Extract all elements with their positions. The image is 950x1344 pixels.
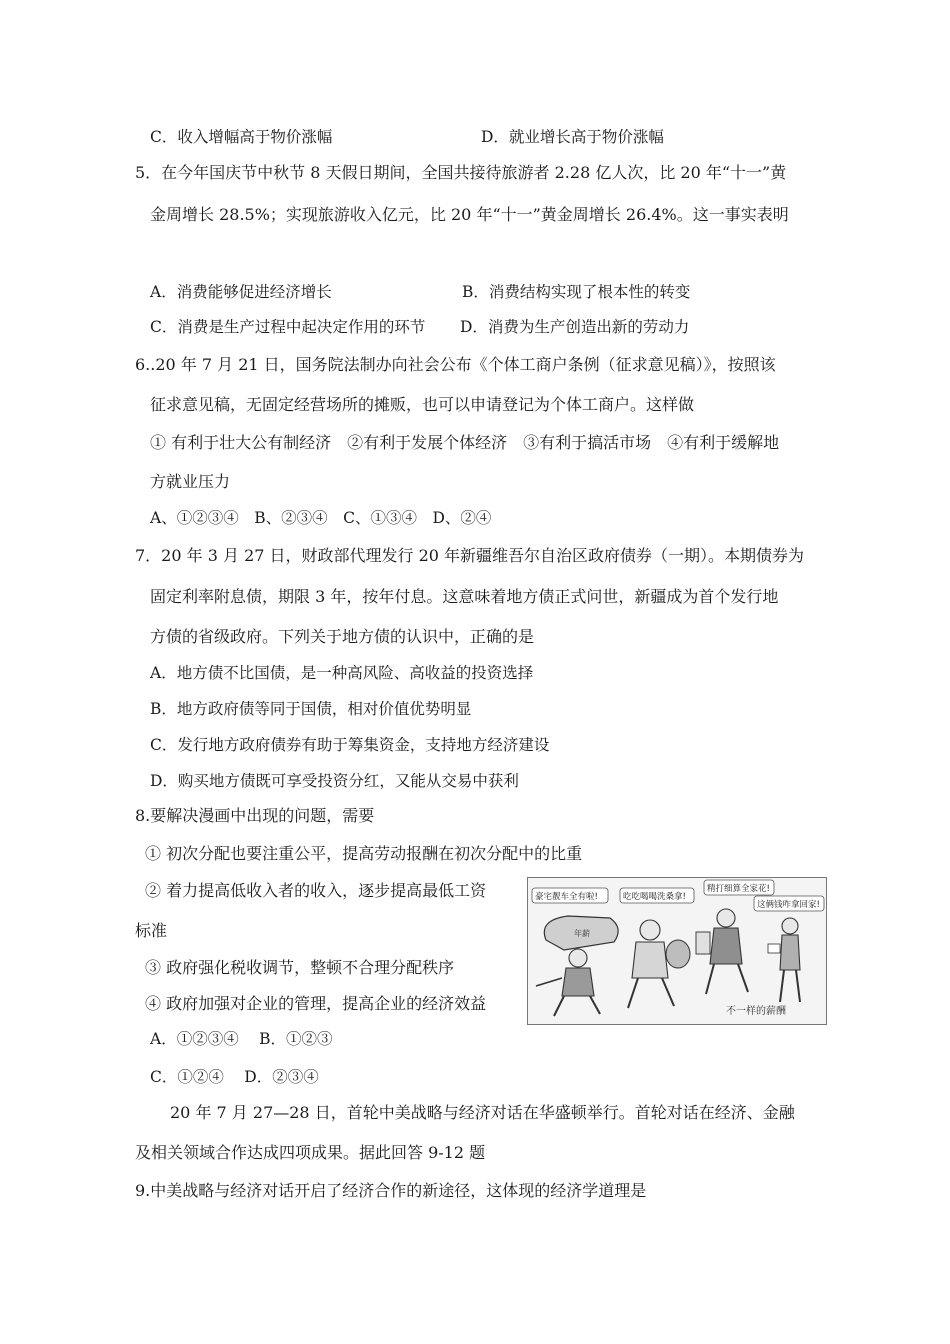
- speech-4: 这俩钱咋拿回家!: [757, 900, 820, 910]
- q7-option-b: B．地方政府债等同于国债，相对价值优势明显: [150, 700, 472, 718]
- passage-line1: 20 年 7 月 27—28 日，首轮中美战略与经济对话在华盛顿举行。首轮对话在经济、金融: [170, 1103, 795, 1122]
- q7-stem-line1: 7．20 年 3 月 27 日，财政部代理发行 20 年新疆维吾尔自治区政府债券（一期）。本期债券为: [135, 546, 805, 565]
- cartoon-different-salaries: [527, 877, 827, 1025]
- q5-stem-line2: 金周增长 28.5%；实现旅游收入亿元，比 20 年“十一”黄金周增长 26.4%。这一事实表明: [150, 205, 789, 224]
- sack-label: 年薪: [574, 929, 590, 938]
- q5-option-b: B．消费结构实现了根本性的转变: [462, 283, 691, 301]
- q6-items-line-cont: 方就业压力: [150, 472, 231, 491]
- q5-option-d: D．消费为生产创造出新的劳动力: [460, 318, 690, 336]
- q5-option-a: A．消费能够促进经济增长: [150, 283, 332, 301]
- passage-line2: 及相关领域合作达成四项成果。据此回答 9-12 题: [135, 1143, 486, 1162]
- q8-stem: 8.要解决漫画中出现的问题，需要: [135, 806, 375, 825]
- q5-stem-line1: 5．在今年国庆节中秋节 8 天假日期间，全国共接待旅游者 2.28 亿人次，比 20 年“十一”黄: [135, 163, 787, 182]
- speech-2: 吃吃喝喝洗桑拿!: [623, 892, 686, 902]
- q6-options: A、①②③④ B、②③④ C、①③④ D、②④: [150, 509, 492, 527]
- q7-stem-line3: 方债的省级政府。下列关于地方债的认识中，正确的是: [150, 627, 535, 646]
- q6-stem-line2: 征求意见稿，无固定经营场所的摊贩，也可以申请登记为个体工商户。这样做: [150, 395, 695, 414]
- q6-items-line: ① 有利于壮大公有制经济 ②有利于发展个体经济 ③有利于搞活市场 ④有利于缓解地: [150, 433, 780, 452]
- q8-item-1: ① 初次分配也要注重公平，提高劳动报酬在初次分配中的比重: [145, 844, 583, 863]
- q7-option-c: C．发行地方政府债券有助于筹集资金，支持地方经济建设: [150, 736, 550, 754]
- q5-option-c: C．消费是生产过程中起决定作用的环节: [150, 318, 426, 336]
- q8-item-2-cont: 标准: [135, 921, 168, 940]
- q8-item-4: ④ 政府加强对企业的管理，提高企业的经济效益: [145, 994, 487, 1013]
- cartoon-caption: 不一样的薪酬: [726, 1006, 786, 1017]
- q7-stem-line2: 固定利率附息债，期限 3 年，按年付息。这意味着地方债正式问世，新疆成为首个发行地: [150, 587, 779, 606]
- q4-option-c: C．收入增幅高于物价涨幅: [150, 128, 333, 146]
- speech-3: 精打细算全家花!: [707, 884, 770, 894]
- q6-stem-line1: 6..20 年 7 月 21 日，国务院法制办向社会公布《个体工商户条例（征求意见稿）》，按照该: [135, 355, 776, 374]
- q8-options-cd: C．①②④ D．②③④: [150, 1068, 319, 1086]
- q9-stem: 9.中美战略与经济对话开启了经济合作的新途径，这体现的经济学道理是: [135, 1181, 647, 1200]
- q7-option-a: A．地方债不比国债，是一种高风险、高收益的投资选择: [150, 664, 534, 682]
- q8-options-ab: A．①②③④ B．①②③: [150, 1030, 333, 1048]
- speech-1: 豪宅靓车全有啦!: [535, 892, 598, 902]
- cartoon-illustration: [528, 878, 826, 1024]
- q4-option-d: D．就业增长高于物价涨幅: [481, 128, 664, 146]
- q8-item-2: ② 着力提高低收入者的收入，逐步提高最低工资: [145, 881, 487, 900]
- q7-option-d: D．购买地方债既可享受投资分红，又能从交易中获利: [150, 772, 519, 790]
- q8-item-3: ③ 政府强化税收调节，整顿不合理分配秩序: [145, 958, 455, 977]
